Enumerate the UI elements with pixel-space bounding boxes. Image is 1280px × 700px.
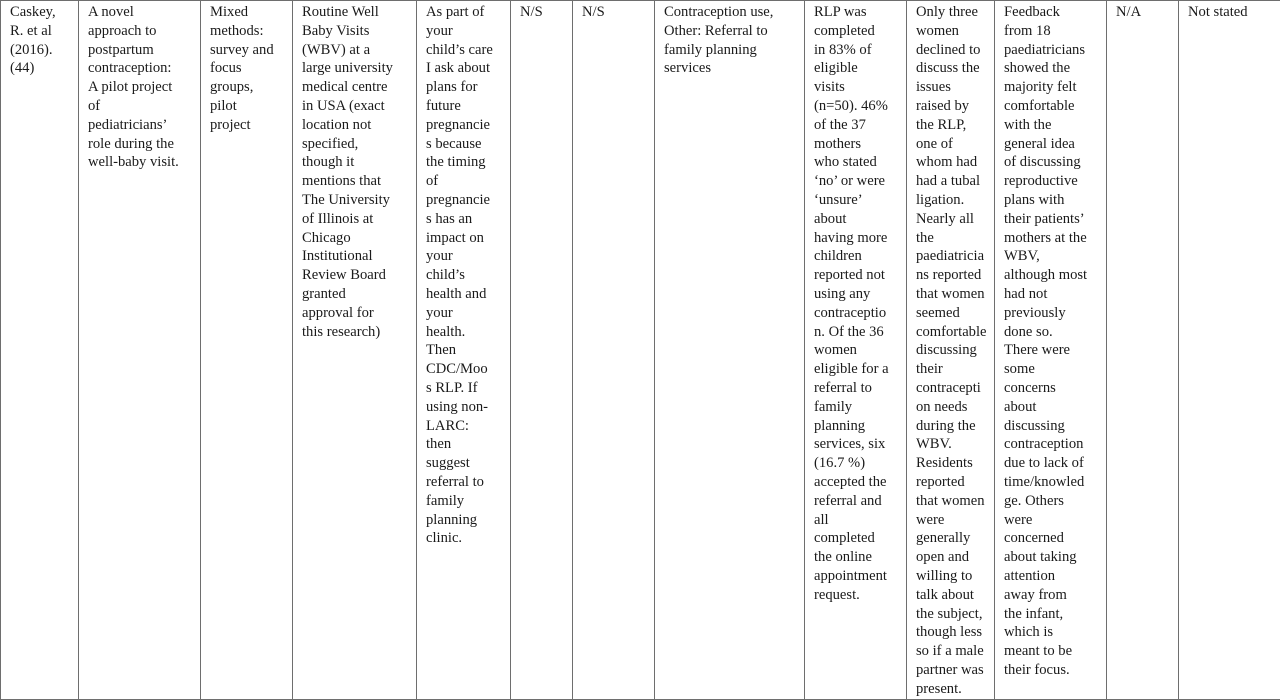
cell-line: services, six [814,435,900,454]
cell-line: accepted the [814,473,900,492]
cell-line: (44) [10,59,72,78]
cell-line: methods: [210,22,286,41]
cell-line: contraceptio [814,304,900,323]
table-row [1,1,1280,700]
cell-line: family [814,398,900,417]
cell-line: N/A [1116,3,1172,22]
cell-line: contracepti [916,379,988,398]
design-cell [201,1,293,700]
patient-feedback-cell [907,1,995,700]
cell-line: reported not [814,266,900,285]
cell-line: in 83% of [814,41,900,60]
cell-line: pregnancie [426,116,504,135]
cell-line: N/S [520,3,566,22]
cell-line: impact on [426,229,504,248]
cell-line: your [426,22,504,41]
cell-line: then [426,435,504,454]
cell-line: about taking [1004,548,1100,567]
cell-line: so if a male [916,642,988,661]
cell-line: on needs [916,398,988,417]
cell-line: R. et al [10,22,72,41]
cell-line: willing to [916,567,988,586]
cell-line: from 18 [1004,22,1100,41]
cell-line: focus [210,59,286,78]
cell-line: groups, [210,78,286,97]
cell-line: Nearly all [916,210,988,229]
cell-line: some [1004,360,1100,379]
cell-line: child’s [426,266,504,285]
cell-line: child’s care [426,41,504,60]
cell-line: of discussing [1004,153,1100,172]
cell-line: that women [916,285,988,304]
cell-line: comfortable [1004,97,1100,116]
cell-line: raised by [916,97,988,116]
cell-line: done so. [1004,323,1100,342]
cell-line: suggest [426,454,504,473]
cell-line: pregnancie [426,191,504,210]
na-cell [1107,1,1179,700]
cell-line: discussing [1004,417,1100,436]
cell-line: eligible [814,59,900,78]
cell-line: children [814,247,900,266]
cell-line: WBV, [1004,247,1100,266]
cell-line: Then [426,341,504,360]
setting-cell [293,1,417,700]
cell-line: talk about [916,586,988,605]
cell-line: had a tubal [916,172,988,191]
cell-line: their focus. [1004,661,1100,680]
cell-line: time/knowled [1004,473,1100,492]
cell-line: project [210,116,286,135]
results-cell [805,1,907,700]
cell-line: attention [1004,567,1100,586]
cell-line: pilot [210,97,286,116]
cell-line: health and [426,285,504,304]
cell-line: ge. Others [1004,492,1100,511]
cell-line: partner was [916,661,988,680]
cell-line: though it [302,153,410,172]
cell-line: which is [1004,623,1100,642]
cell-line: their patients’ [1004,210,1100,229]
cell-line: who stated [814,153,900,172]
cell-line: Institutional [302,247,410,266]
cell-line: referral and [814,492,900,511]
cell-line: location not [302,116,410,135]
cell-line: were [916,511,988,530]
cell-line: ligation. [916,191,988,210]
cell-line: request. [814,586,900,605]
cell-line: contraception: [88,59,194,78]
title-cell [79,1,201,700]
cell-line: ‘no’ or were [814,172,900,191]
cell-line: planning [426,511,504,530]
cell-line: having more [814,229,900,248]
cell-line: Other: Referral to [664,22,798,41]
cell-line: role during the [88,135,194,154]
cell-line: majority felt [1004,78,1100,97]
cell-line: The University [302,191,410,210]
cell-line: Baby Visits [302,22,410,41]
cell-line: Chicago [302,229,410,248]
cell-line: appointment [814,567,900,586]
not-stated-cell [1179,1,1280,700]
cell-line: family [426,492,504,511]
cell-line: whom had [916,153,988,172]
cell-line: I ask about [426,59,504,78]
cell-line: declined to [916,41,988,60]
cell-line: well-baby visit. [88,153,194,172]
cell-line: women [814,341,900,360]
cell-line: the infant, [1004,605,1100,624]
cell-line: s has an [426,210,504,229]
cell-line: of [88,97,194,116]
cell-line: A pilot project [88,78,194,97]
cell-line: the RLP, [916,116,988,135]
cell-line: Contraception use, [664,3,798,22]
cell-line: services [664,59,798,78]
cell-line: previously [1004,304,1100,323]
cell-line: discussing [916,341,988,360]
cell-line: were [1004,511,1100,530]
cell-line: s RLP. If [426,379,504,398]
cell-line: comfortable [916,323,988,342]
cell-line: reproductive [1004,172,1100,191]
cell-line: plans with [1004,191,1100,210]
cell-line: WBV. [916,435,988,454]
cell-line: with the [1004,116,1100,135]
cell-line: paediatricia [916,247,988,266]
cell-line: meant to be [1004,642,1100,661]
cell-line: LARC: [426,417,504,436]
cell-line: Not stated [1188,3,1274,22]
cell-line: your [426,304,504,323]
cell-line: mentions that [302,172,410,191]
cell-line: generally [916,529,988,548]
cell-line: completed [814,22,900,41]
cell-line: granted [302,285,410,304]
clinician-feedback-cell [995,1,1107,700]
cell-line: general idea [1004,135,1100,154]
cell-line: health. [426,323,504,342]
cell-line: this research) [302,323,410,342]
cell-line: the [916,229,988,248]
cell-line: the subject, [916,605,988,624]
intervention-cell [417,1,511,700]
cell-line: discuss the [916,59,988,78]
cell-line: concerns [1004,379,1100,398]
cell-line: the online [814,548,900,567]
cell-line: your [426,247,504,266]
cell-line: using non- [426,398,504,417]
cell-line: There were [1004,341,1100,360]
cell-line: about [1004,398,1100,417]
cell-line: about [814,210,900,229]
cell-line: open and [916,548,988,567]
cell-line: CDC/Moo [426,360,504,379]
cell-line: had not [1004,285,1100,304]
cell-line: large university [302,59,410,78]
cell-line: Caskey, [10,3,72,22]
cell-line: N/S [582,3,648,22]
cell-line: plans for [426,78,504,97]
cell-line: (WBV) at a [302,41,410,60]
cell-line: mothers [814,135,900,154]
cell-line: though less [916,623,988,642]
cell-line: approach to [88,22,194,41]
cell-line: showed the [1004,59,1100,78]
cell-line: postpartum [88,41,194,60]
cell-line: although most [1004,266,1100,285]
cell-line: all [814,511,900,530]
cell-line: present. [916,680,988,699]
cell-line: issues [916,78,988,97]
cell-line: referral to [814,379,900,398]
cell-line: of the 37 [814,116,900,135]
cell-line: completed [814,529,900,548]
cell-line: (16.7 %) [814,454,900,473]
cell-line: clinic. [426,529,504,548]
cell-line: paediatricians [1004,41,1100,60]
cell-line: RLP was [814,3,900,22]
cell-line: Only three [916,3,988,22]
cell-line: seemed [916,304,988,323]
cell-line: away from [1004,586,1100,605]
cell-line: (n=50). 46% [814,97,900,116]
cell-line: of Illinois at [302,210,410,229]
cell-line: the timing [426,153,504,172]
cell-line: ‘unsure’ [814,191,900,210]
outcomes-cell [655,1,805,700]
cell-line: Feedback [1004,3,1100,22]
cell-line: during the [916,417,988,436]
cell-line: planning [814,417,900,436]
cell-line: survey and [210,41,286,60]
cell-line: Mixed [210,3,286,22]
cell-line: of [426,172,504,191]
cell-line: referral to [426,473,504,492]
cell-line: As part of [426,3,504,22]
cell-line: n. Of the 36 [814,323,900,342]
cell-line: contraception [1004,435,1100,454]
cell-line: visits [814,78,900,97]
cell-line: one of [916,135,988,154]
cell-line: eligible for a [814,360,900,379]
cell-line: A novel [88,3,194,22]
cell-line: Review Board [302,266,410,285]
cell-line: medical centre [302,78,410,97]
cell-line: due to lack of [1004,454,1100,473]
cell-line: ns reported [916,266,988,285]
cell-line: that women [916,492,988,511]
cell-line: family planning [664,41,798,60]
cell-line: women [916,22,988,41]
cell-line: approval for [302,304,410,323]
ns-cell-1 [511,1,573,700]
cell-line: future [426,97,504,116]
cell-line: in USA (exact [302,97,410,116]
cell-line: Residents [916,454,988,473]
ns-cell-2 [573,1,655,700]
study-cell [1,1,79,700]
cell-line: Routine Well [302,3,410,22]
cell-line: mothers at the [1004,229,1100,248]
cell-line: reported [916,473,988,492]
cell-line: concerned [1004,529,1100,548]
cell-line: s because [426,135,504,154]
cell-line: using any [814,285,900,304]
cell-line: pediatricians’ [88,116,194,135]
cell-line: specified, [302,135,410,154]
cell-line: (2016). [10,41,72,60]
cell-line: their [916,360,988,379]
